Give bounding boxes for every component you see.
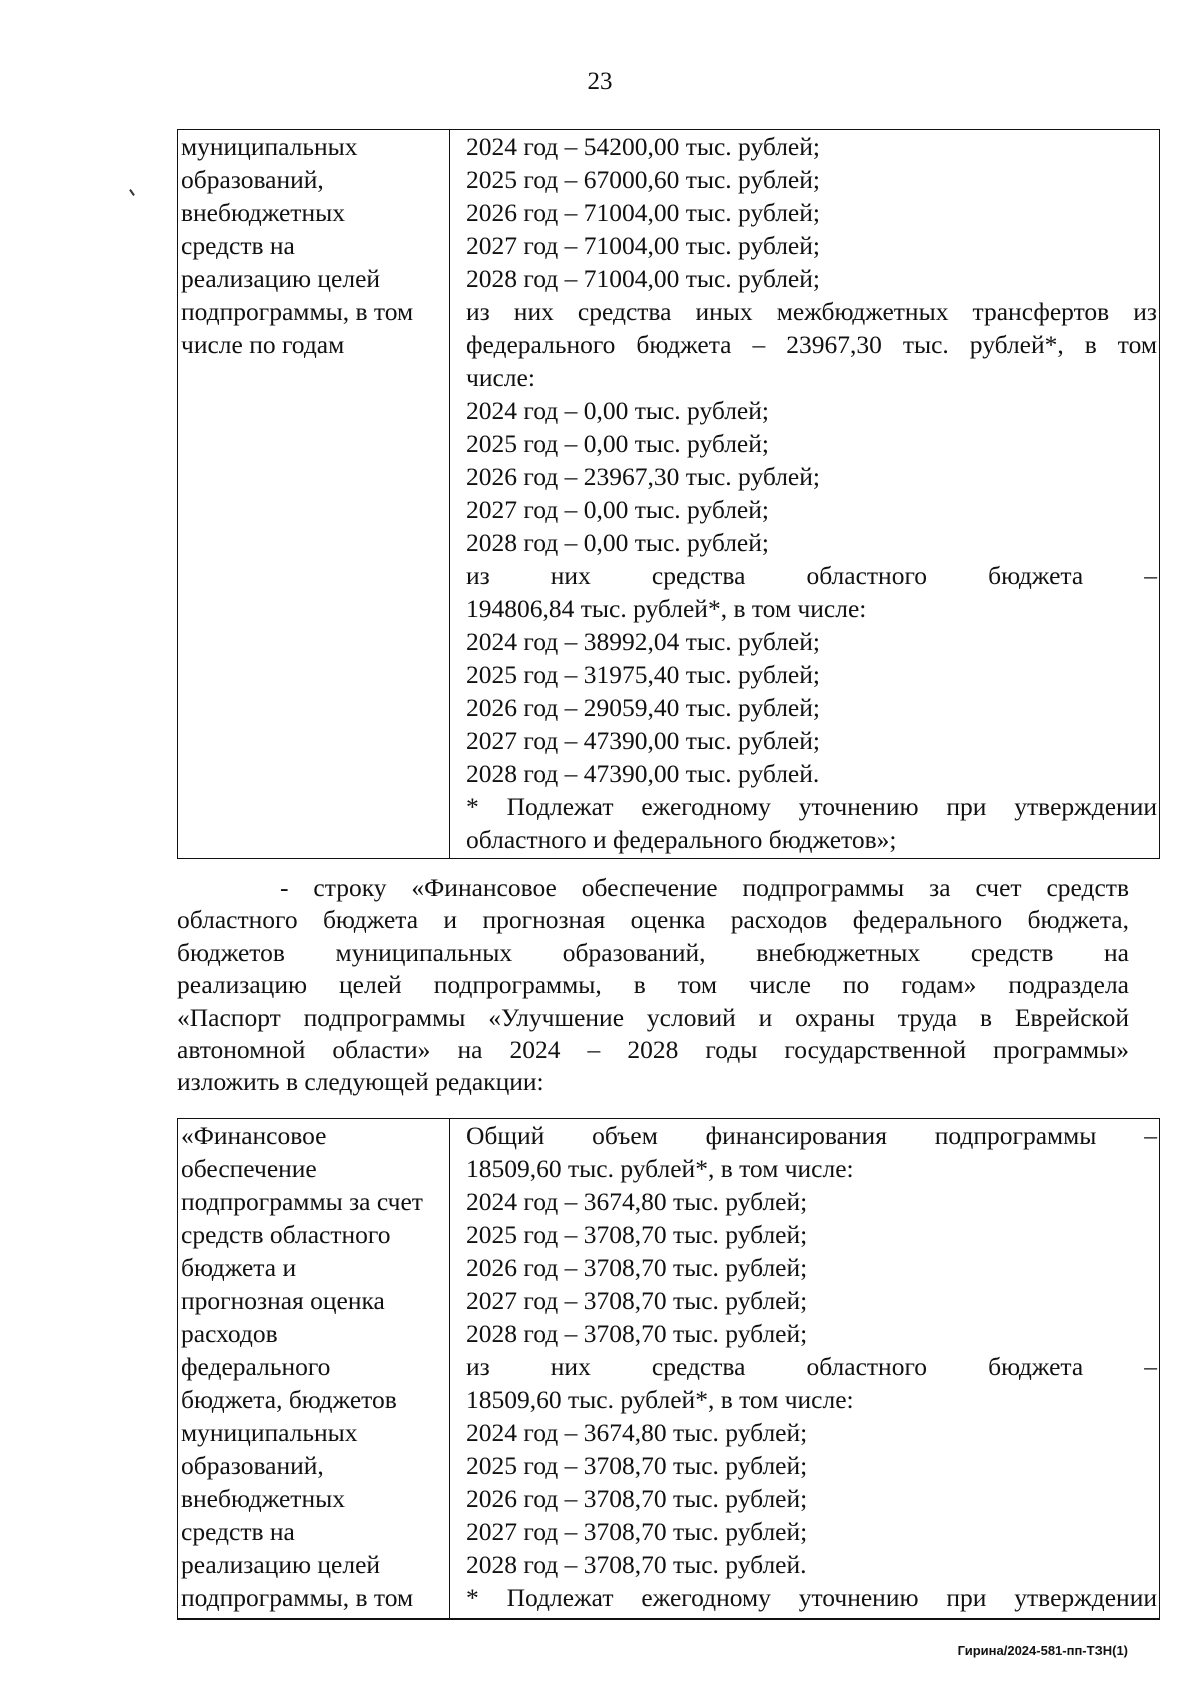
table-cell-line: 194806,84 тыс. рублей*, в том числе: xyxy=(466,594,867,623)
table-cell-line: 2024 год – 3674,80 тыс. рублей; xyxy=(466,1418,808,1447)
table-cell-line: 2025 год – 3708,70 тыс. рублей; xyxy=(466,1220,808,1249)
table2-left-column xyxy=(178,1119,450,1618)
table-cell-line: 2028 год – 3708,70 тыс. рублей. xyxy=(466,1550,807,1579)
table-cell-line: числе: xyxy=(466,363,535,392)
scan-mark xyxy=(129,189,135,196)
table-cell-line: средств на xyxy=(181,1517,295,1546)
table-cell-line: 2027 год – 3708,70 тыс. рублей; xyxy=(466,1286,808,1315)
table1-left-column xyxy=(178,130,450,858)
table-cell-line: 2027 год – 0,00 тыс. рублей; xyxy=(466,495,769,524)
amendment-paragraph xyxy=(177,872,1129,1099)
paragraph-line: областного бюджета и прогнозная оценка расходов федерального бюджета, xyxy=(177,905,1129,935)
table-cell-line: образований, xyxy=(181,165,324,194)
table-cell-line: внебюджетных xyxy=(181,198,345,227)
table-cell-line: 2026 год – 3708,70 тыс. рублей; xyxy=(466,1253,808,1282)
table-cell-line: 2026 год – 29059,40 тыс. рублей; xyxy=(466,693,820,722)
table-cell-line: средств на xyxy=(181,231,295,260)
table-cell-line: числе по годам xyxy=(181,330,345,359)
table-cell-line: 2025 год – 3708,70 тыс. рублей; xyxy=(466,1451,808,1480)
paragraph-line: «Паспорт подпрограммы «Улучшение условий и охраны труда в Еврейской xyxy=(177,1002,1129,1032)
table-cell-line: 2027 год – 47390,00 тыс. рублей; xyxy=(466,726,820,755)
table-cell-line: 2028 год – 0,00 тыс. рублей; xyxy=(466,528,769,557)
paragraph-line: автономной области» на 2024 – 2028 годы государственной программы» xyxy=(177,1034,1129,1064)
table-cell-line: 2026 год – 23967,30 тыс. рублей; xyxy=(466,462,820,491)
table-cell-line: из них средства иных межбюджетных трансфертов из xyxy=(466,297,1157,326)
table-cell-line: 2025 год – 67000,60 тыс. рублей; xyxy=(466,165,820,194)
table-cell-line: 2024 год – 54200,00 тыс. рублей; xyxy=(466,132,820,161)
table-cell-line: 2027 год – 3708,70 тыс. рублей; xyxy=(466,1517,808,1546)
paragraph-line: бюджетов муниципальных образований, внебюджетных средств на xyxy=(177,937,1129,967)
table-cell-line: федерального бюджета – 23967,30 тыс. рублей*, в том xyxy=(466,330,1157,359)
table-cell-line: средств областного xyxy=(181,1220,391,1249)
page-number: 23 xyxy=(587,68,613,95)
financing-table-continued xyxy=(177,129,1160,859)
table-cell-line: Общий объем финансирования подпрограммы – xyxy=(466,1121,1157,1150)
paragraph-line: реализацию целей подпрограммы, в том числе по годам» подраздела xyxy=(177,970,1129,1000)
table-cell-line: образований, xyxy=(181,1451,324,1480)
table-cell-line: 2025 год – 0,00 тыс. рублей; xyxy=(466,429,769,458)
table2-right-column xyxy=(450,1119,1159,1618)
table-cell-line: подпрограммы, в том xyxy=(181,1583,414,1612)
table-cell-line: «Финансовое xyxy=(181,1121,327,1150)
table-cell-line: 2027 год – 71004,00 тыс. рублей; xyxy=(466,231,820,260)
paragraph-line: изложить в следующей редакции: xyxy=(177,1067,544,1097)
table-cell-line: реализацию целей xyxy=(181,1550,381,1579)
table-cell-line: 2026 год – 3708,70 тыс. рублей; xyxy=(466,1484,808,1513)
table-cell-line: 2028 год – 71004,00 тыс. рублей; xyxy=(466,264,820,293)
table-cell-line: 2028 год – 3708,70 тыс. рублей; xyxy=(466,1319,808,1348)
table-cell-line: 2024 год – 0,00 тыс. рублей; xyxy=(466,396,769,425)
table-cell-line: * Подлежат ежегодному уточнению при утверждении xyxy=(466,792,1157,821)
table-cell-line: из них средства областного бюджета – xyxy=(466,561,1157,590)
table-cell-line: реализацию целей xyxy=(181,264,381,293)
table-cell-line: обеспечение xyxy=(181,1154,317,1183)
table-cell-line: 18509,60 тыс. рублей*, в том числе: xyxy=(466,1154,854,1183)
financing-table-new xyxy=(177,1118,1160,1620)
table-cell-line: бюджета, бюджетов xyxy=(181,1385,397,1414)
document-code: Гирина/2024-581-пп-ТЗН(1) xyxy=(957,1643,1128,1658)
table-cell-line: муниципальных xyxy=(181,1418,358,1447)
table-cell-line: областного и федерального бюджетов»; xyxy=(466,825,897,854)
table-cell-line: 2025 год – 31975,40 тыс. рублей; xyxy=(466,660,820,689)
table-cell-line: 2024 год – 38992,04 тыс. рублей; xyxy=(466,627,820,656)
table-cell-line: федерального xyxy=(181,1352,331,1381)
table-cell-line: подпрограммы за счет xyxy=(181,1187,423,1216)
table-cell-line: бюджета и xyxy=(181,1253,297,1282)
table-cell-line: 2026 год – 71004,00 тыс. рублей; xyxy=(466,198,820,227)
paragraph-line: - строку «Финансовое обеспечение подпрограммы за счет средств xyxy=(280,873,1129,902)
table-cell-line: 2028 год – 47390,00 тыс. рублей. xyxy=(466,759,820,788)
table-cell-line: внебюджетных xyxy=(181,1484,345,1513)
table-cell-line: подпрограммы, в том xyxy=(181,297,414,326)
table1-right-column xyxy=(450,130,1159,858)
table-cell-line: * Подлежат ежегодному уточнению при утверждении xyxy=(466,1583,1157,1612)
table-cell-line: 2024 год – 3674,80 тыс. рублей; xyxy=(466,1187,808,1216)
table-cell-line: 18509,60 тыс. рублей*, в том числе: xyxy=(466,1385,854,1414)
table-cell-line: расходов xyxy=(181,1319,278,1348)
table-cell-line: из них средства областного бюджета – xyxy=(466,1352,1157,1381)
table-cell-line: прогнозная оценка xyxy=(181,1286,385,1315)
table-cell-line: муниципальных xyxy=(181,132,358,161)
